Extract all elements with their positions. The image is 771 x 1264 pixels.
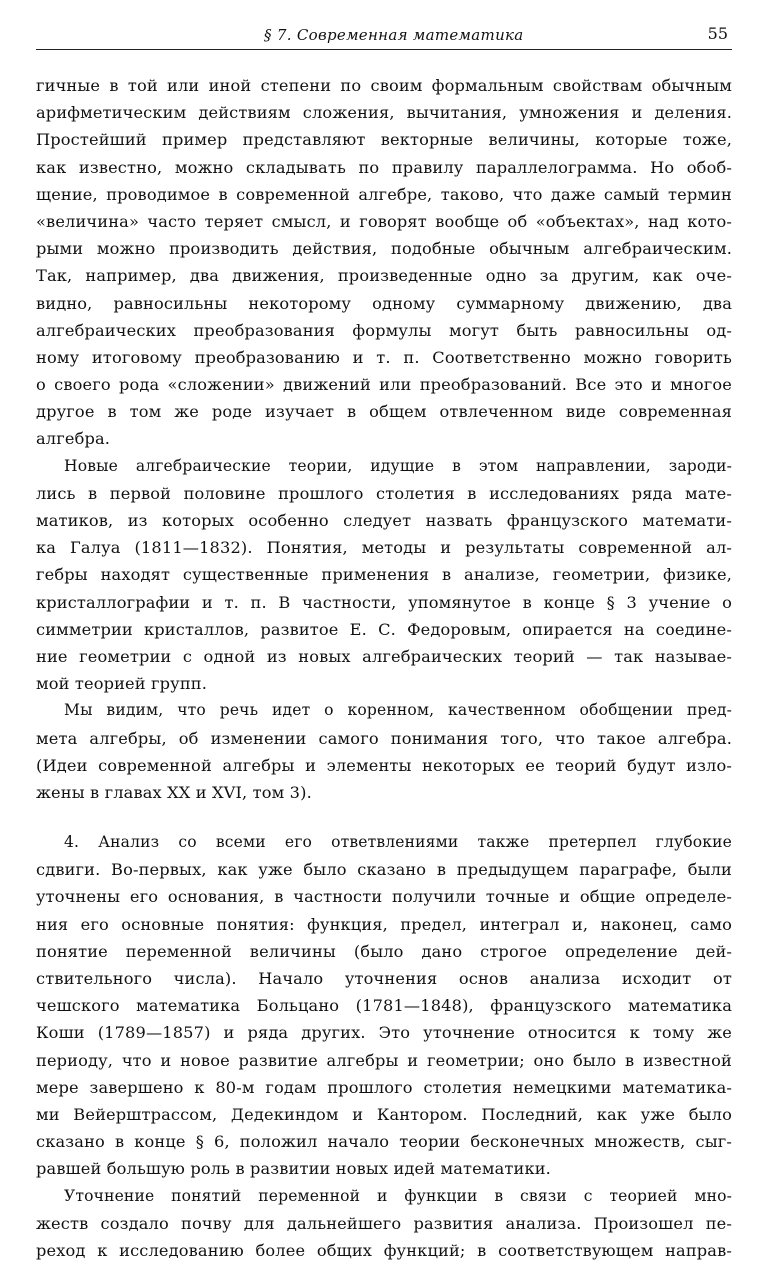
text-line: 4. Анализ со всеми его ответвлениями также претерпел глубокие	[36, 829, 732, 856]
text-line: симметрии кристаллов, развитое Е. С. Федоровым, опирается на соедине-	[36, 616, 732, 643]
text-line: кристаллографии и т. п. В частности, упомянутое в конце § 3 учение о	[36, 589, 732, 616]
text-line: реход к исследованию более общих функций; в соответствующем направ-	[36, 1237, 732, 1264]
text-line: гичные в той или иной степени по своим формальным свойствам обычным	[36, 72, 732, 99]
text-line: мета алгебры, об изменении самого понимания того, что такое алгебра.	[36, 725, 732, 752]
text-line: рыми можно производить действия, подобные обычным алгебраическим.	[36, 235, 732, 262]
text-line: Так, например, два движения, произведенные одно за другим, как оче-	[36, 262, 732, 289]
text-line: Уточнение понятий переменной и функции в связи с теорией мно-	[36, 1183, 732, 1210]
text-line: видно, равносильны некоторому одному суммарному движению, два	[36, 290, 732, 317]
text-line: понятие переменной величины (было дано строгое определение дей-	[36, 938, 732, 965]
page-body	[36, 72, 732, 1264]
text-line: «величина» часто теряет смысл, и говорят вообще об «объектах», над кото-	[36, 208, 732, 235]
text-line: щение, проводимое в современной алгебре, таково, что даже самый термин	[36, 181, 732, 208]
running-title: § 7. Современная математика	[264, 26, 524, 44]
text-line: уточнены его основания, в частности получили точные и общие определе-	[36, 883, 732, 910]
paragraph-algebra-subject	[36, 697, 732, 806]
text-line: лись в первой половине прошлого столетия в исследованиях ряда мате-	[36, 480, 732, 507]
text-line: Простейший пример представляют векторные величины, которые тоже,	[36, 126, 732, 153]
text-line: алгебраических преобразования формулы могут быть равносильны од-	[36, 317, 732, 344]
text-line: периоду, что и новое развитие алгебры и геометрии; оно было в известной	[36, 1047, 732, 1074]
text-line: сказано в конце § 6, положил начало теории бесконечных множеств, сыг-	[36, 1128, 732, 1155]
text-line: ка Галуа (1811—1832). Понятия, методы и результаты современной ал-	[36, 534, 732, 561]
text-line: равшей большую роль в развитии новых идей математики.	[36, 1155, 732, 1182]
text-line: Новые алгебраические теории, идущие в этом направлении, зароди-	[36, 453, 732, 480]
text-line: чешского математика Больцано (1781—1848), французского математика	[36, 992, 732, 1019]
text-line: мере завершено к 80-м годам прошлого столетия немецкими математика-	[36, 1074, 732, 1101]
text-line: о своего рода «сложении» движений или преобразований. Все это и многое	[36, 371, 732, 398]
page-number: 55	[708, 24, 728, 43]
text-line: ние геометрии с одной из новых алгебраических теорий — так называе-	[36, 643, 732, 670]
text-line: (Идеи современной алгебры и элементы некоторых ее теорий будут изло-	[36, 752, 732, 779]
section-gap	[36, 806, 732, 829]
text-line: другое в том же роде изучает в общем отвлеченном виде современная	[36, 398, 732, 425]
text-line: сдвиги. Во-первых, как уже было сказано в предыдущем параграфе, были	[36, 856, 732, 883]
text-line: арифметическим действиям сложения, вычитания, умножения и деления.	[36, 99, 732, 126]
text-line: матиков, из которых особенно следует назвать французского математи-	[36, 507, 732, 534]
text-line: ния его основные понятия: функция, предел, интеграл и, наконец, само	[36, 911, 732, 938]
header-rule	[36, 49, 732, 50]
paragraph-analysis	[36, 829, 732, 1182]
page-header	[36, 20, 732, 50]
paragraph-functions	[36, 1183, 732, 1264]
text-line: мой теорией групп.	[36, 670, 732, 697]
text-line: Коши (1789—1857) и ряда других. Это уточнение относится к тому же	[36, 1019, 732, 1046]
text-line: жены в главах XX и XVI, том 3).	[36, 779, 732, 806]
text-line: алгебра.	[36, 425, 732, 452]
paragraph-algebra-generalization	[36, 72, 732, 453]
text-line: гебры находят существенные применения в анализе, геометрии, физике,	[36, 561, 732, 588]
text-line: Мы видим, что речь идет о коренном, качественном обобщении пред-	[36, 697, 732, 724]
text-line: ми Вейерштрассом, Дедекиндом и Кантором. Последний, как уже было	[36, 1101, 732, 1128]
text-line: жеств создало почву для дальнейшего развития анализа. Произошел пе-	[36, 1210, 732, 1237]
paragraph-new-theories	[36, 453, 732, 698]
text-line: ствительного числа). Начало уточнения основ анализа исходит от	[36, 965, 732, 992]
text-line: как известно, можно складывать по правилу параллелограмма. Но обоб-	[36, 154, 732, 181]
text-line: ному итоговому преобразованию и т. п. Соответственно можно говорить	[36, 344, 732, 371]
